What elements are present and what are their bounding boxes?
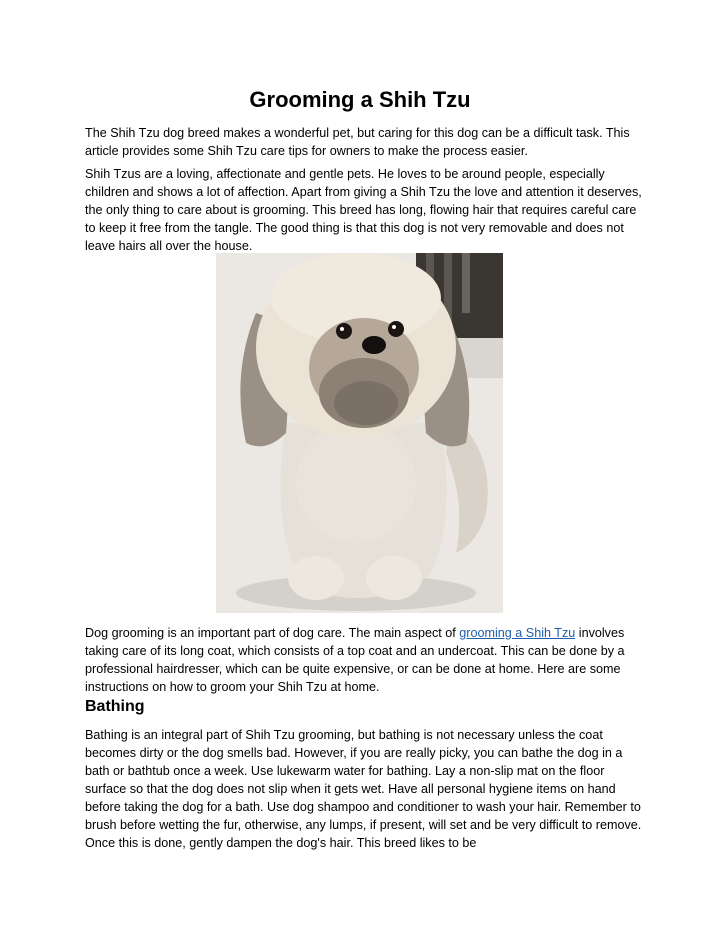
grooming-paragraph [85, 624, 645, 696]
grooming-paragraph-start: Dog grooming is an important part of dog care. The main aspect of [85, 626, 460, 640]
temperament-paragraph: Shih Tzus are a loving, affectionate and gentle pets. He loves to be around people, especially children and shows a lot of affection. Apart from giving a Shih Tzu the love and attention it deserves, the only thing to care about is grooming. This breed has long, flowing hair that requires careful care to keep it free from the tangle. The good thing is that this dog is not very removable and does not leave hairs all over the house. [85, 167, 642, 253]
grooming-paragraph-end: involves taking care of its long coat, which consists of a top coat and an undercoat. This can be done by a professional hairdresser, which can be quite expensive, or can be done at home. Here are some instructions on how to groom your Shih Tzu at home. [85, 626, 625, 694]
intro-paragraph: The Shih Tzu dog breed makes a wonderful pet, but caring for this dog can be a difficult task. This article provides some Shih Tzu care tips for owners to make the process easier. [85, 126, 630, 158]
bathing-heading: Bathing [85, 698, 145, 715]
page-title: Grooming a Shih Tzu [249, 87, 471, 112]
grooming-link[interactable]: grooming a Shih Tzu [459, 626, 576, 640]
shih-tzu-photo [216, 253, 503, 613]
bathing-paragraph: Bathing is an integral part of Shih Tzu grooming, but bathing is not necessary unless the coat becomes dirty or the dog smells bad. However, if you are really picky, you can bathe the dog in a bath or bathtub once a week. Use lukewarm water for bathing. Lay a non-slip mat on the floor surface so that the dog does not slip when it gets wet. Have all personal hygiene items on hand before taking the dog for a bath. Use dog shampoo and conditioner to wash your hair. Remember to brush before wetting the fur, otherwise, any lumps, if present, will set and be very difficult to remove. Once this is done, gently dampen the dog's hair. This breed likes to be [85, 728, 642, 850]
